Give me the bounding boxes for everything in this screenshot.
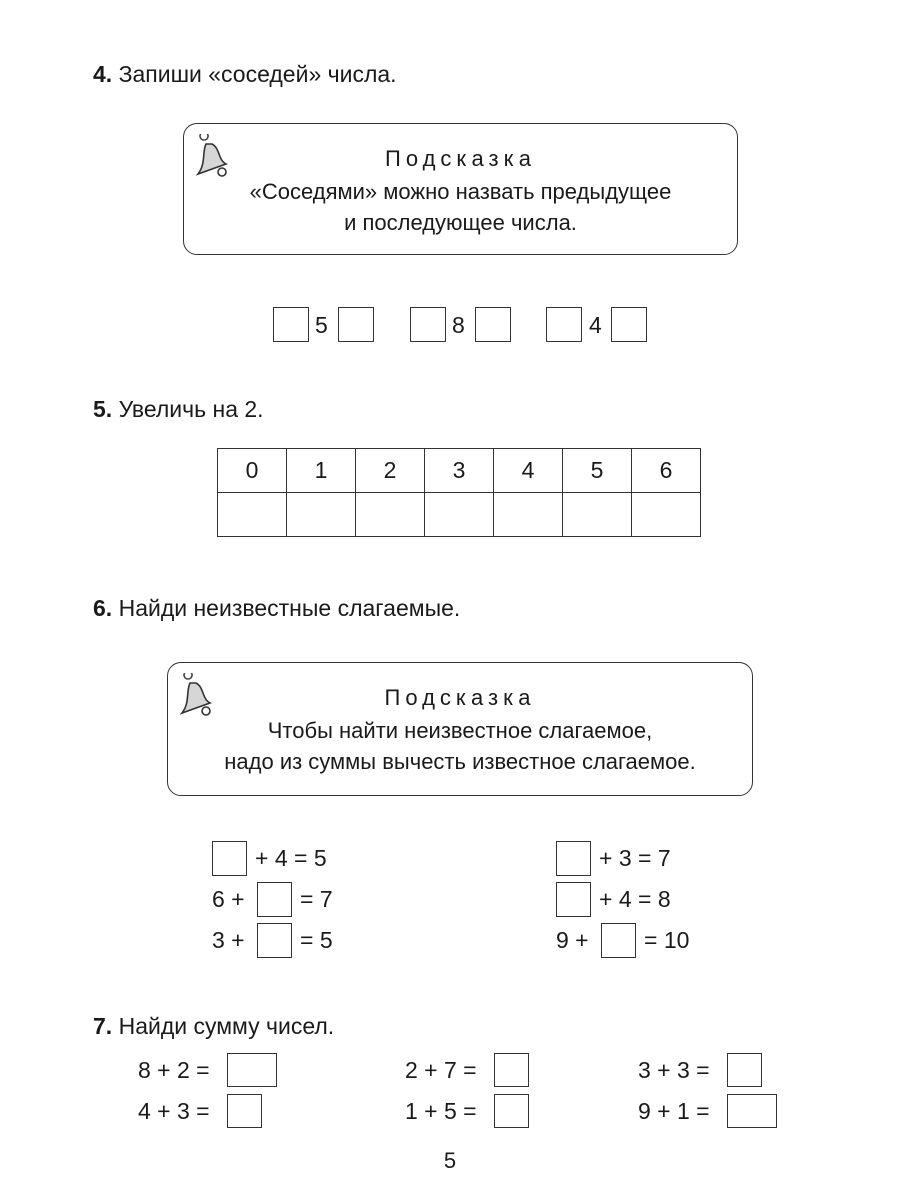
equation-text: 3 + 3 = [638, 1057, 710, 1083]
task-number: 4. [93, 61, 113, 87]
answer-box[interactable] [227, 1094, 262, 1128]
equation-text: 6 + [212, 886, 245, 912]
hint-title: Подсказка [384, 685, 536, 710]
task-5-heading [93, 395, 264, 423]
table-row [218, 449, 701, 493]
answer-cell[interactable] [494, 493, 563, 537]
answer-box[interactable] [475, 307, 511, 342]
answer-box[interactable] [338, 307, 374, 342]
increase-table [217, 448, 701, 537]
equation-text: 9 + [556, 927, 589, 953]
neighbor-number: 4 [589, 312, 602, 338]
answer-box[interactable] [556, 882, 591, 917]
table-cell: 6 [632, 449, 701, 493]
answer-box[interactable] [494, 1094, 529, 1128]
answer-cell[interactable] [356, 493, 425, 537]
task-text: Найди неизвестные слагаемые. [118, 595, 461, 621]
task-text: Запиши «соседей» числа. [118, 61, 397, 87]
equation-text: 2 + 7 = [405, 1057, 477, 1083]
answer-cell[interactable] [218, 493, 287, 537]
answer-box[interactable] [546, 307, 582, 342]
table-cell: 2 [356, 449, 425, 493]
answer-box[interactable] [257, 923, 292, 958]
task-4-heading [93, 60, 397, 88]
equation-text: + 4 = 5 [255, 845, 327, 871]
neighbor-number: 8 [452, 312, 465, 338]
hint-line: Чтобы найти неизвестное слагаемое, [267, 718, 653, 743]
table-cell: 5 [563, 449, 632, 493]
hint-line: надо из суммы вычесть известное слагаемое. [224, 749, 696, 774]
table-cell: 3 [425, 449, 494, 493]
equation-text: + 3 = 7 [599, 845, 671, 871]
page-number: 5 [443, 1148, 457, 1173]
table-cell: 4 [494, 449, 563, 493]
answer-cell[interactable] [563, 493, 632, 537]
task-7-heading [93, 1012, 334, 1040]
equation-text: 9 + 1 = [638, 1098, 710, 1124]
answer-box[interactable] [727, 1053, 762, 1087]
answer-cell[interactable] [425, 493, 494, 537]
answer-cell[interactable] [287, 493, 356, 537]
task-6-heading [93, 594, 460, 622]
equation-text: = 5 [300, 927, 333, 953]
table-row [218, 493, 701, 537]
answer-box[interactable] [727, 1094, 777, 1128]
equation-text: = 10 [644, 927, 690, 953]
table-cell: 1 [287, 449, 356, 493]
answer-box[interactable] [273, 307, 309, 342]
answer-box[interactable] [611, 307, 647, 342]
task-number: 6. [93, 595, 113, 621]
table-cell: 0 [218, 449, 287, 493]
hint-title: Подсказка [385, 146, 536, 171]
answer-box[interactable] [494, 1053, 529, 1087]
task-text: Увеличь на 2. [118, 396, 264, 422]
task-number: 7. [93, 1013, 113, 1039]
answer-box[interactable] [257, 882, 292, 917]
answer-box[interactable] [410, 307, 446, 342]
answer-box[interactable] [601, 923, 636, 958]
task-number: 5. [93, 396, 113, 422]
answer-box[interactable] [212, 841, 247, 876]
equation-text: 4 + 3 = [138, 1098, 210, 1124]
equation-text: + 4 = 8 [599, 886, 671, 912]
neighbor-number: 5 [315, 312, 328, 338]
hint-box-2 [167, 662, 753, 796]
answer-cell[interactable] [632, 493, 701, 537]
hint-line: «Соседями» можно назвать предыдущее [249, 179, 672, 204]
hint-line: и последующее числа. [344, 210, 577, 235]
answer-box[interactable] [556, 841, 591, 876]
equation-text: 3 + [212, 927, 245, 953]
task-text: Найди сумму чисел. [118, 1013, 335, 1039]
equation-text: 1 + 5 = [405, 1098, 477, 1124]
equation-text: = 7 [300, 886, 333, 912]
answer-box[interactable] [227, 1053, 277, 1087]
hint-box-1 [183, 123, 738, 255]
equation-text: 8 + 2 = [138, 1057, 210, 1083]
